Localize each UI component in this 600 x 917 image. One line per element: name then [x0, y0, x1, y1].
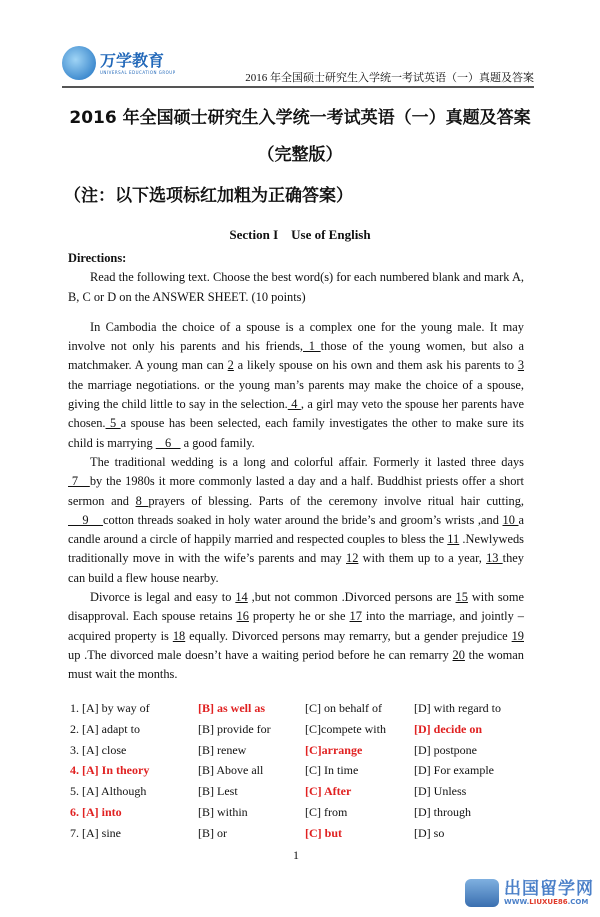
watermark-url: WWW.LIUXUE86.COM	[504, 897, 589, 906]
page-title: 2016 年全国硕士研究生入学统一考试英语（一）真题及答案	[69, 108, 531, 128]
option: [C] from	[305, 804, 348, 819]
options-table	[70, 699, 524, 844]
option: [D] through	[414, 804, 471, 819]
watermark-logo-icon	[465, 879, 499, 907]
logo-name: 万学教育	[100, 50, 165, 70]
running-header: 2016 年全国硕士研究生入学统一考试英语（一）真题及答案	[245, 72, 534, 84]
blank-number: 18	[172, 628, 186, 643]
option-row	[70, 719, 524, 740]
correct-option: [D] decide on	[414, 722, 482, 737]
passage-text: The traditional wedding is a long and colorful affair. Formerly it lasted three days	[90, 454, 524, 469]
correct-option: [B] as well as	[198, 701, 265, 716]
directions-label: Directions:	[68, 251, 127, 265]
passage-text: into the marriage, and jointly –acquired property is	[68, 609, 524, 643]
correct-option: 4. [A] In theory	[70, 763, 150, 778]
option: 5. [A] Although	[70, 784, 147, 799]
blank-number: 11	[447, 532, 460, 547]
correct-option: 6. [A] into	[70, 804, 122, 819]
blank-number: 3	[517, 358, 525, 373]
option: 3. [A] close	[70, 742, 127, 757]
option-row	[70, 781, 524, 802]
directions	[68, 249, 524, 307]
option-row	[70, 699, 524, 720]
correct-option: [C] After	[305, 784, 352, 799]
blank-number: 14	[235, 590, 248, 605]
watermark	[68, 879, 594, 907]
option: 7. [A] sine	[70, 825, 121, 840]
blank-number: 19	[511, 628, 524, 643]
blank-number: 2	[227, 358, 234, 373]
blank-number: 13	[486, 551, 503, 566]
directions-text: Read the following text. Choose the best word(s) for each numbered blank and mark A, B, C or D on the ANSWER SHEET. (10 points)	[68, 270, 524, 304]
correct-option: [C]arrange	[305, 742, 363, 757]
option-row	[70, 740, 524, 761]
passage-text: the marriage negotiations. or the young man’s parents may make the choice of a spouse, giving the child little to say in the selection.	[68, 377, 524, 412]
passage-text: up .The divorced male doesn’t have a waiting period before he can remarry	[68, 647, 453, 662]
option: 2. [A] adapt to	[70, 722, 140, 737]
page-subtitle: （完整版）	[257, 145, 343, 165]
blank-number: 9	[68, 512, 103, 527]
option: [D] so	[414, 825, 445, 840]
content-flow	[68, 0, 594, 907]
paragraph	[68, 453, 524, 588]
page-number: 1	[293, 848, 299, 863]
passage-text: a candle around a circle of happily married and respected couples to bless the	[68, 512, 524, 547]
passage-text: those of the young women, but also a matchmaker. A young man can	[68, 339, 525, 373]
option: [B] or	[198, 825, 227, 840]
correct-option: [C] but	[305, 825, 343, 840]
option: [C]compete with	[305, 722, 386, 737]
passage-text: with them up to a year,	[358, 551, 487, 566]
passage-text: .Newlyweds traditionally move in with the wife’s parents and may	[68, 532, 525, 566]
blank-number: 8	[135, 493, 149, 508]
blank-number: 7	[68, 474, 90, 489]
option: [B] within	[198, 804, 248, 819]
option: [D] For example	[414, 763, 494, 778]
passage-text: equally. Divorced persons may remarry, but a gender prejudice	[185, 628, 512, 643]
blank-number: 15	[455, 590, 468, 605]
passage-text: prayers of blessing. Parts of the ceremony involve ritual hair cutting,	[148, 493, 524, 508]
option: [B] renew	[198, 742, 247, 757]
option: [B] Lest	[198, 784, 238, 799]
passage-text: ,but not common .Divorced persons are	[247, 590, 456, 605]
passage-text: Divorce is legal and easy to	[90, 590, 236, 605]
passage-text: the woman must wait the months.	[68, 647, 525, 682]
option-row	[70, 823, 524, 844]
option: [D] with regard to	[414, 701, 501, 716]
passage-text: with some disapproval. Each spouse retains	[68, 590, 524, 624]
option: [D] postpone	[414, 742, 477, 757]
answer-note: （注：以下选项标红加粗为正确答案）	[64, 186, 353, 206]
option: [B] Above all	[198, 763, 264, 778]
paragraph	[68, 318, 524, 453]
passage	[68, 318, 524, 685]
passage-text: a spouse has been selected, each family investigates the other to make sure its child is marrying	[68, 416, 524, 450]
section-heading: Section I Use of English	[229, 227, 371, 242]
watermark-name: 出国留学网	[504, 878, 594, 899]
passage-text: In Cambodia the choice of a spouse is a complex one for the young male. It may involve not only his parents and his friends,	[68, 319, 524, 354]
paragraph	[68, 588, 524, 684]
option: [C] on behalf of	[305, 701, 382, 716]
blank-number: 20	[452, 647, 465, 662]
blank-number: 6	[155, 435, 181, 450]
passage-text: property he or she	[248, 609, 350, 624]
blank-number: 16	[236, 609, 249, 624]
passage-text: they can build a flew house nearby.	[68, 551, 524, 585]
blank-number: 1	[303, 339, 321, 354]
blank-number: 17	[349, 609, 362, 624]
option-row	[70, 802, 524, 823]
passage-text: by the 1980s it more commonly lasted a day and a half. Buddhist priests offer a short sermon and	[68, 474, 524, 508]
option: [D] Unless	[414, 784, 467, 799]
blank-number: 12	[346, 551, 359, 566]
blank-number: 4	[287, 397, 301, 412]
option: 1. [A] by way of	[70, 701, 150, 716]
passage-text: a likely spouse on his own and them ask his parents to	[233, 358, 518, 373]
option: [B] provide for	[198, 722, 271, 737]
option-row	[70, 761, 524, 782]
passage-text: , a girl may veto the spouse her parents have chosen.	[68, 397, 525, 431]
passage-text: a good family.	[180, 435, 255, 450]
blank-number: 10	[502, 512, 519, 527]
logo-tagline: UNIVERSAL EDUCATION GROUP	[100, 69, 176, 75]
passage-text: cotton threads soaked in holy water around the bride’s and groom’s wrists ,and	[103, 512, 503, 527]
option: [C] In time	[305, 763, 359, 778]
blank-number: 5	[105, 416, 121, 431]
